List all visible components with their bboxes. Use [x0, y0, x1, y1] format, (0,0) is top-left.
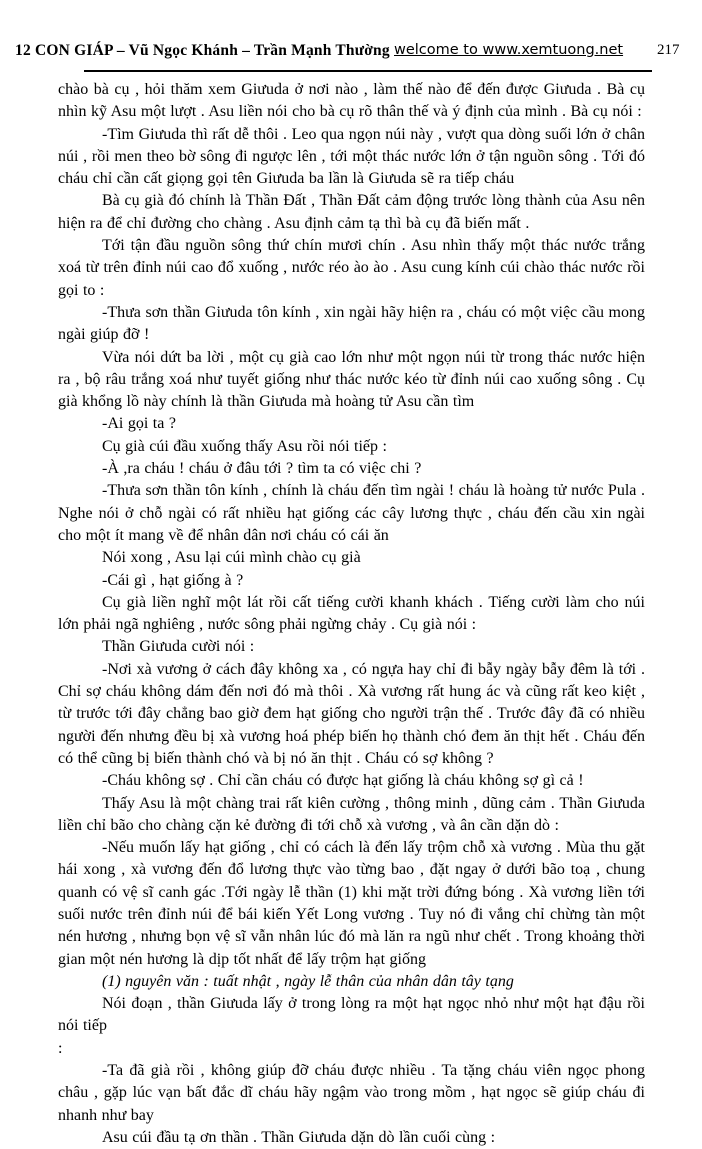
- paragraph: Bà cụ già đó chính là Thần Đất , Thần Đất cảm động trước lòng thành của Asu nên hiện ra để chỉ đường cho chàng . Asu định cảm tạ thì bà cụ đã biến mất .: [58, 192, 645, 232]
- paragraph: -Thưa sơn thần tôn kính , chính là cháu đến tìm ngài ! cháu là hoàng tử nước Pula . Nghe nói ở chỗ ngài có rất nhiều hạt giống các cây lương thực , cháu đến cầu xin ngài cho một ít mang về để nhân dân nơi cháu có cái ăn: [58, 482, 645, 544]
- paragraph: Nói đoạn , thần Giưuda lấy ở trong lòng ra một hạt ngọc nhỏ như một hạt đậu rồi nói tiếp: [58, 995, 645, 1035]
- paragraph: -Nơi xà vương ở cách đây không xa , có ngựa hay chỉ đi bẫy ngày bẫy đêm là tới . Chỉ sợ cháu không dám đến nơi đó mà thôi . Xà vương rất hung ác và cũng rất keo kiệt , từ trước tới đây chẳng bao giờ đem hạt giống cho người trận thế . Trước đây đã có nhiều người đến nhưng đều bị xà vương hoá phép biến họ thành chó đem ăn thịt hết . Cháu đến có thể cũng bị biến thành chó và bị nó ăn thịt . Cháu có sợ không ?: [58, 660, 645, 767]
- paragraph: -Cái gì , hạt giống à ?: [102, 571, 244, 589]
- paragraph: :: [58, 1039, 63, 1057]
- paragraph: -Thưa sơn thần Giưuda tôn kính , xin ngài hãy hiện ra , cháu có một việc cầu mong ngài giúp đỡ !: [58, 303, 645, 344]
- paragraph: -Cháu không sợ . Chỉ cần cháu có được hạt giống là cháu không sợ gì cả !: [102, 772, 584, 790]
- paragraph: chào bà cụ , hỏi thăm xem Giưuda ở nơi nào , làm thế nào để đến được Giưuda . Bà cụ nhìn kỹ Asu một lượt . Asu liền nói cho bà cụ rõ thân thế và ý định của mình . Bà cụ nói :: [58, 81, 645, 121]
- paragraph: -Tìm Giưuda thì rất dễ thôi . Leo qua ngọn núi này , vượt qua dòng suối lớn ở chân núi , rồi men theo bờ sông đi ngược lên , tới một thác nước lớn ở tận nguồn sông . Tới đó cháu chỉ cần cất giọng gọi tên Giưuda ba lần là Giưuda sẽ ra tiếp cháu: [58, 125, 645, 188]
- paragraph: -Ta đã già rồi , không giúp đỡ cháu được nhiều . Ta tặng cháu viên ngọc phong châu , gặp lúc vạn bất đắc dĩ cháu hãy ngậm vào trong mồm , hạt ngọc sẽ giúp cháu đi nhanh như bay: [58, 1062, 645, 1124]
- website-link[interactable]: welcome to www.xemtuong.net: [394, 42, 624, 58]
- paragraph: Thần Giưuda cười nói :: [102, 638, 255, 656]
- paragraph: Vừa nói dứt ba lời , một cụ già cao lớn như một ngọn núi từ trong thác nước hiện ra , bộ râu trắng xoá như tuyết giống như thác nước kéo từ đỉnh núi cao xuống sông . Cụ già khổng lồ này chính là thần Giưuda mà hoàng tử Asu cần tìm: [58, 348, 645, 411]
- header-divider: [84, 70, 652, 72]
- paragraph: Asu cúi đầu tạ ơn thần . Thần Giưuda dặn dò lần cuối cùng :: [102, 1128, 496, 1146]
- page-number: 217: [657, 42, 680, 58]
- paragraph: Cụ già liền nghĩ một lát rồi cất tiếng cười khanh khách . Tiếng cười làm cho núi lớn phải ngã nghiêng , nước sông phải ngừng chảy . Cụ già nói :: [58, 593, 645, 634]
- paragraph: -Ai gọi ta ?: [102, 415, 176, 433]
- footnote-paragraph: (1) nguyên văn : tuất nhật , ngày lễ thân của nhân dân tây tạng: [102, 972, 514, 990]
- book-title: 12 CON GIÁP – Vũ Ngọc Khánh – Trần Mạnh Thường: [15, 42, 390, 59]
- page-body: [58, 79, 645, 1149]
- paragraph: Nói xong , Asu lại cúi mình chào cụ già: [102, 549, 361, 567]
- paragraph: Tới tận đầu nguồn sông thứ chín mươi chín . Asu nhìn thấy một thác nước trắng xoá từ trên đỉnh núi cao đổ xuống , nước réo ào ào . Asu cung kính cúi chào thác nước rồi gọi to :: [58, 237, 645, 299]
- paragraph: -Nếu muốn lấy hạt giống , chỉ có cách là đến lấy trộm chỗ xà vương . Mùa thu gặt hái xong , xà vương đến đổ lương thực vào từng bao , đặt ngay ở dưới bão toạ , chung quanh có vệ sĩ canh gác .Tới ngày lễ thần (1) khi mặt trời đứng bóng . Xà vương liền tới suối nước trên đỉnh núi để bái kiến Yết Long vương . Tuy nó đi vắng chỉ chừng tàn một nén hương , nhưng bọn vệ sĩ vẫn nhân lúc đó mà lăn ra ngũ như chết . Trong khoảng thời gian một nén hương là dịp tốt nhất để lấy trộm hạt giống: [58, 839, 645, 968]
- paragraph: -À ,ra cháu ! cháu ở đâu tới ? tìm ta có việc chi ?: [102, 460, 422, 478]
- paragraph: Thấy Asu là một chàng trai rất kiên cường , thông minh , dũng cảm . Thần Giưuda liền chỉ bão cho chàng cặn kẻ đường đi tới chỗ xà vương , và ân cần dặn dò :: [58, 794, 645, 834]
- paragraph: Cụ già cúi đầu xuống thấy Asu rồi nói tiếp :: [102, 437, 387, 455]
